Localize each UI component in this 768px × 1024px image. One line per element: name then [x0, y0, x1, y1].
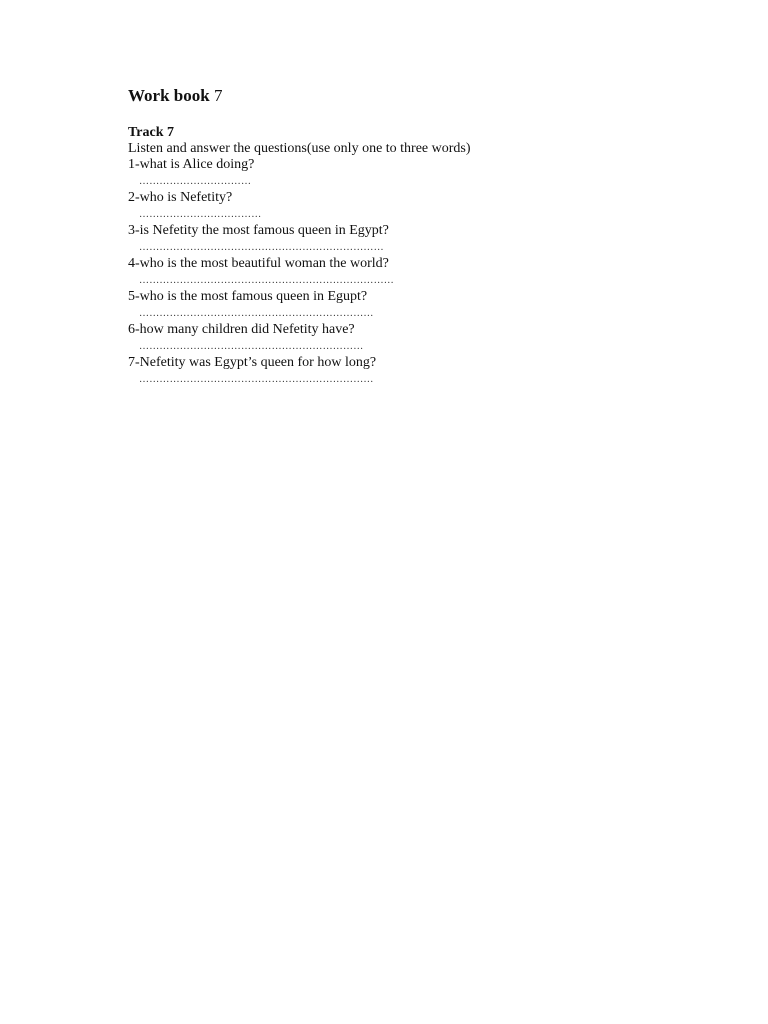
question-text: 5-who is the most famous queen in Egupt? — [128, 289, 368, 304]
question-item — [128, 157, 688, 190]
instructions-text: Listen and answer the questions(use only one to three words) — [128, 141, 471, 156]
title-number: 7 — [213, 86, 223, 105]
answer-line: …………………………… — [139, 176, 252, 187]
question-item — [128, 322, 688, 355]
page-title — [128, 86, 688, 106]
question-item — [128, 289, 688, 322]
question-item — [128, 223, 688, 256]
answer-line: …………………………………………………………… — [139, 308, 374, 319]
question-list — [128, 157, 688, 388]
document-content — [128, 86, 688, 388]
answer-line: …………………………………………………………… — [139, 374, 374, 385]
title-text: Work book — [128, 86, 210, 105]
question-item — [128, 190, 688, 223]
track-heading: Track 7 — [128, 125, 175, 140]
question-text: 2-who is Nefetity? — [128, 190, 233, 205]
answer-line: ………………………………………………………… — [139, 341, 364, 352]
question-text: 1-what is Alice doing? — [128, 157, 255, 172]
answer-line: ……………………………………………………………… — [139, 242, 384, 253]
question-text: 3-is Nefetity the most famous queen in Egypt? — [128, 223, 389, 238]
answer-line: ……………………………… — [139, 209, 262, 220]
question-text: 4-who is the most beautiful woman the world? — [128, 256, 389, 271]
question-item — [128, 355, 688, 388]
question-text: 6-how many children did Nefetity have? — [128, 322, 355, 337]
question-item — [128, 256, 688, 289]
question-text: 7-Nefetity was Egypt’s queen for how long? — [128, 355, 377, 370]
answer-line: ………………………………………………………………… — [139, 275, 394, 286]
